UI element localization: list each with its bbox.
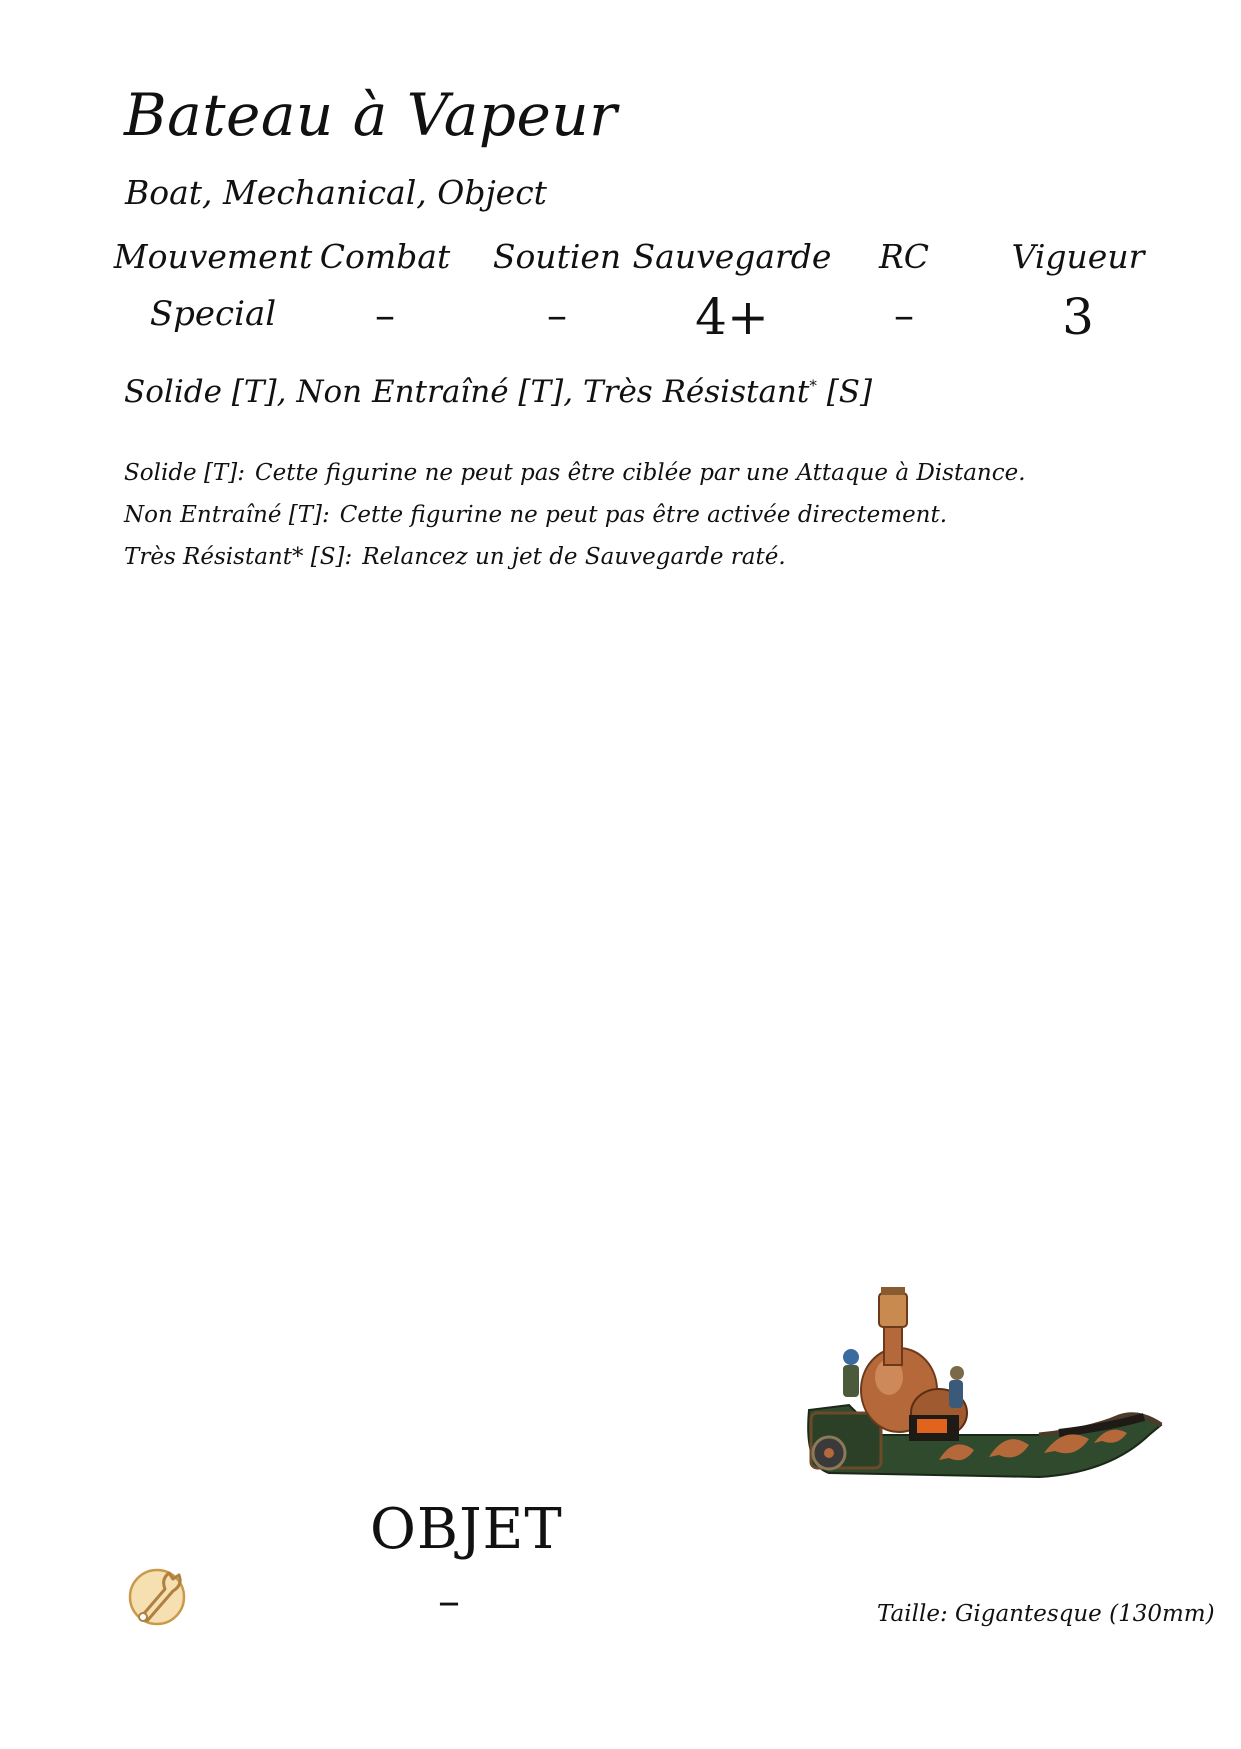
unit-type-label: OBJET [370,1497,563,1562]
keyword-list-suffix: [S] [816,374,873,410]
rules-list [124,452,1026,578]
rule-label: Non Entraîné [T]: [124,502,330,528]
stat-value-soutien: – [547,293,567,339]
rule-label: Très Résistant* [S]: [124,544,353,570]
card-subtitle: Boat, Mechanical, Object [125,173,547,212]
keyword-star: * [809,376,817,395]
wrench-emblem-icon [125,1563,189,1627]
rule-text: Relancez un jet de Sauvegarde raté. [362,544,786,570]
model-size: Taille: Gigantesque (130mm) [877,1601,1215,1627]
card-title: Bateau à Vapeur [124,81,618,149]
unit-type-value: – [438,1576,460,1627]
rule-text: Cette figurine ne peut pas être ciblée par une Attaque à Distance. [255,460,1026,486]
rule-solide [124,452,1026,494]
keyword-list [124,374,873,410]
rule-text: Cette figurine ne peut pas être activée directement. [339,502,948,528]
rule-tres-resistant [124,536,1026,578]
stat-header-soutien: Soutien [492,237,622,276]
stat-header-sauvegarde: Sauvegarde [632,237,832,276]
stat-header-vigueur: Vigueur [1011,237,1145,276]
stat-header-combat: Combat [319,237,451,276]
stat-value-rc: – [894,293,914,339]
stat-value-vigueur: 3 [1062,288,1094,346]
rule-label: Solide [T]: [124,460,245,486]
keyword-list-text: Solide [T], Non Entraîné [T], Très Résistant [124,374,810,410]
steamboat-miniature-image [789,1285,1169,1490]
stat-value-mouvement: Special [149,294,277,334]
stat-value-combat: – [375,293,395,339]
rule-non-entraine [124,494,1026,536]
stat-value-sauvegarde: 4+ [695,288,769,346]
stat-header-rc: RC [878,237,930,276]
stat-header-mouvement: Mouvement [113,237,313,276]
